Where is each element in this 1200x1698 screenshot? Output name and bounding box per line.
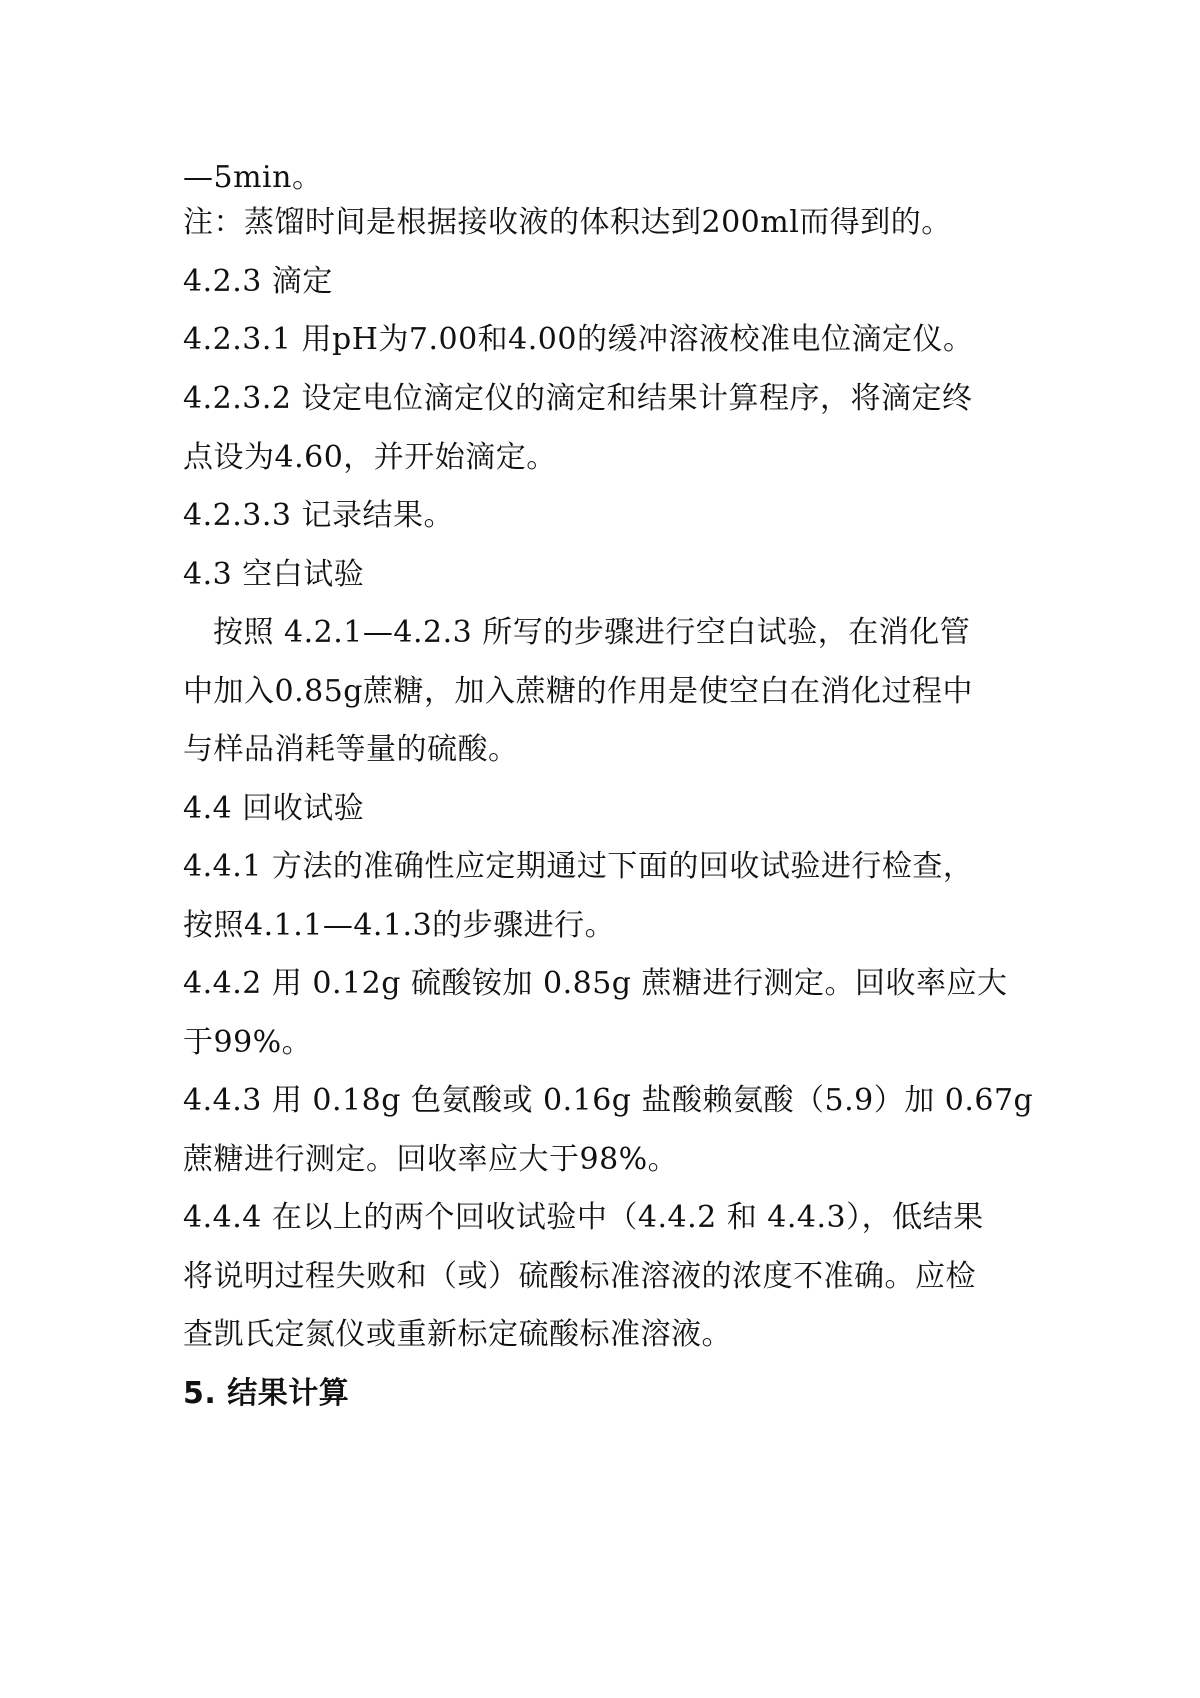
text-line-4-4-4-cont-1: 将说明过程失败和（或）硫酸标准溶液的浓度不准确。应检 [183, 1259, 976, 1294]
text-line-4-4-3: 4.4.3 用 0.18g 色氨酸或 0.16g 盐酸赖氨酸（5.9）加 0.67g [183, 1083, 1034, 1118]
text-line-continuation: —5min。 [183, 160, 323, 195]
text-line-4-4-1-cont: 按照4.1.1—4.1.3的步骤进行。 [183, 908, 616, 943]
paragraph-blank-test-line-1: 按照 4.2.1—4.2.3 所写的步骤进行空白试验，在消化管 [213, 615, 971, 650]
text-line-4-2-3-2-cont: 点设为4.60，并开始滴定。 [183, 440, 557, 475]
text-line-4-2-3-1: 4.2.3.1 用pH为7.00和4.00的缓冲溶液校准电位滴定仪。 [183, 322, 974, 357]
heading-4-4: 4.4 回收试验 [183, 791, 365, 826]
paragraph-blank-test-line-2: 中加入0.85g蔗糖，加入蔗糖的作用是使空白在消化过程中 [183, 674, 974, 709]
text-line-4-4-2-cont: 于99%。 [183, 1025, 313, 1060]
text-line-4-4-1: 4.4.1 方法的准确性应定期通过下面的回收试验进行检查， [183, 849, 974, 884]
text-line-note: 注：蒸馏时间是根据接收液的体积达到200ml而得到的。 [183, 205, 952, 240]
text-line-4-4-3-cont: 蔗糖进行测定。回收率应大于98%。 [183, 1142, 679, 1177]
text-line-4-4-4: 4.4.4 在以上的两个回收试验中（4.4.2 和 4.4.3），低结果 [183, 1200, 984, 1235]
paragraph-blank-test-line-3: 与样品消耗等量的硫酸。 [183, 732, 519, 767]
heading-4-3: 4.3 空白试验 [183, 557, 365, 592]
text-line-4-2-3-2: 4.2.3.2 设定电位滴定仪的滴定和结果计算程序，将滴定终 [183, 381, 973, 416]
text-line-4-4-2: 4.4.2 用 0.12g 硫酸铵加 0.85g 蔗糖进行测定。回收率应大 [183, 966, 1008, 1001]
section-heading-5: 5. 结果计算 [183, 1376, 350, 1411]
text-line-4-4-4-cont-2: 查凯氏定氮仪或重新标定硫酸标准溶液。 [183, 1317, 732, 1352]
heading-4-2-3: 4.2.3 滴定 [183, 264, 333, 299]
text-line-4-2-3-3: 4.2.3.3 记录结果。 [183, 498, 454, 533]
